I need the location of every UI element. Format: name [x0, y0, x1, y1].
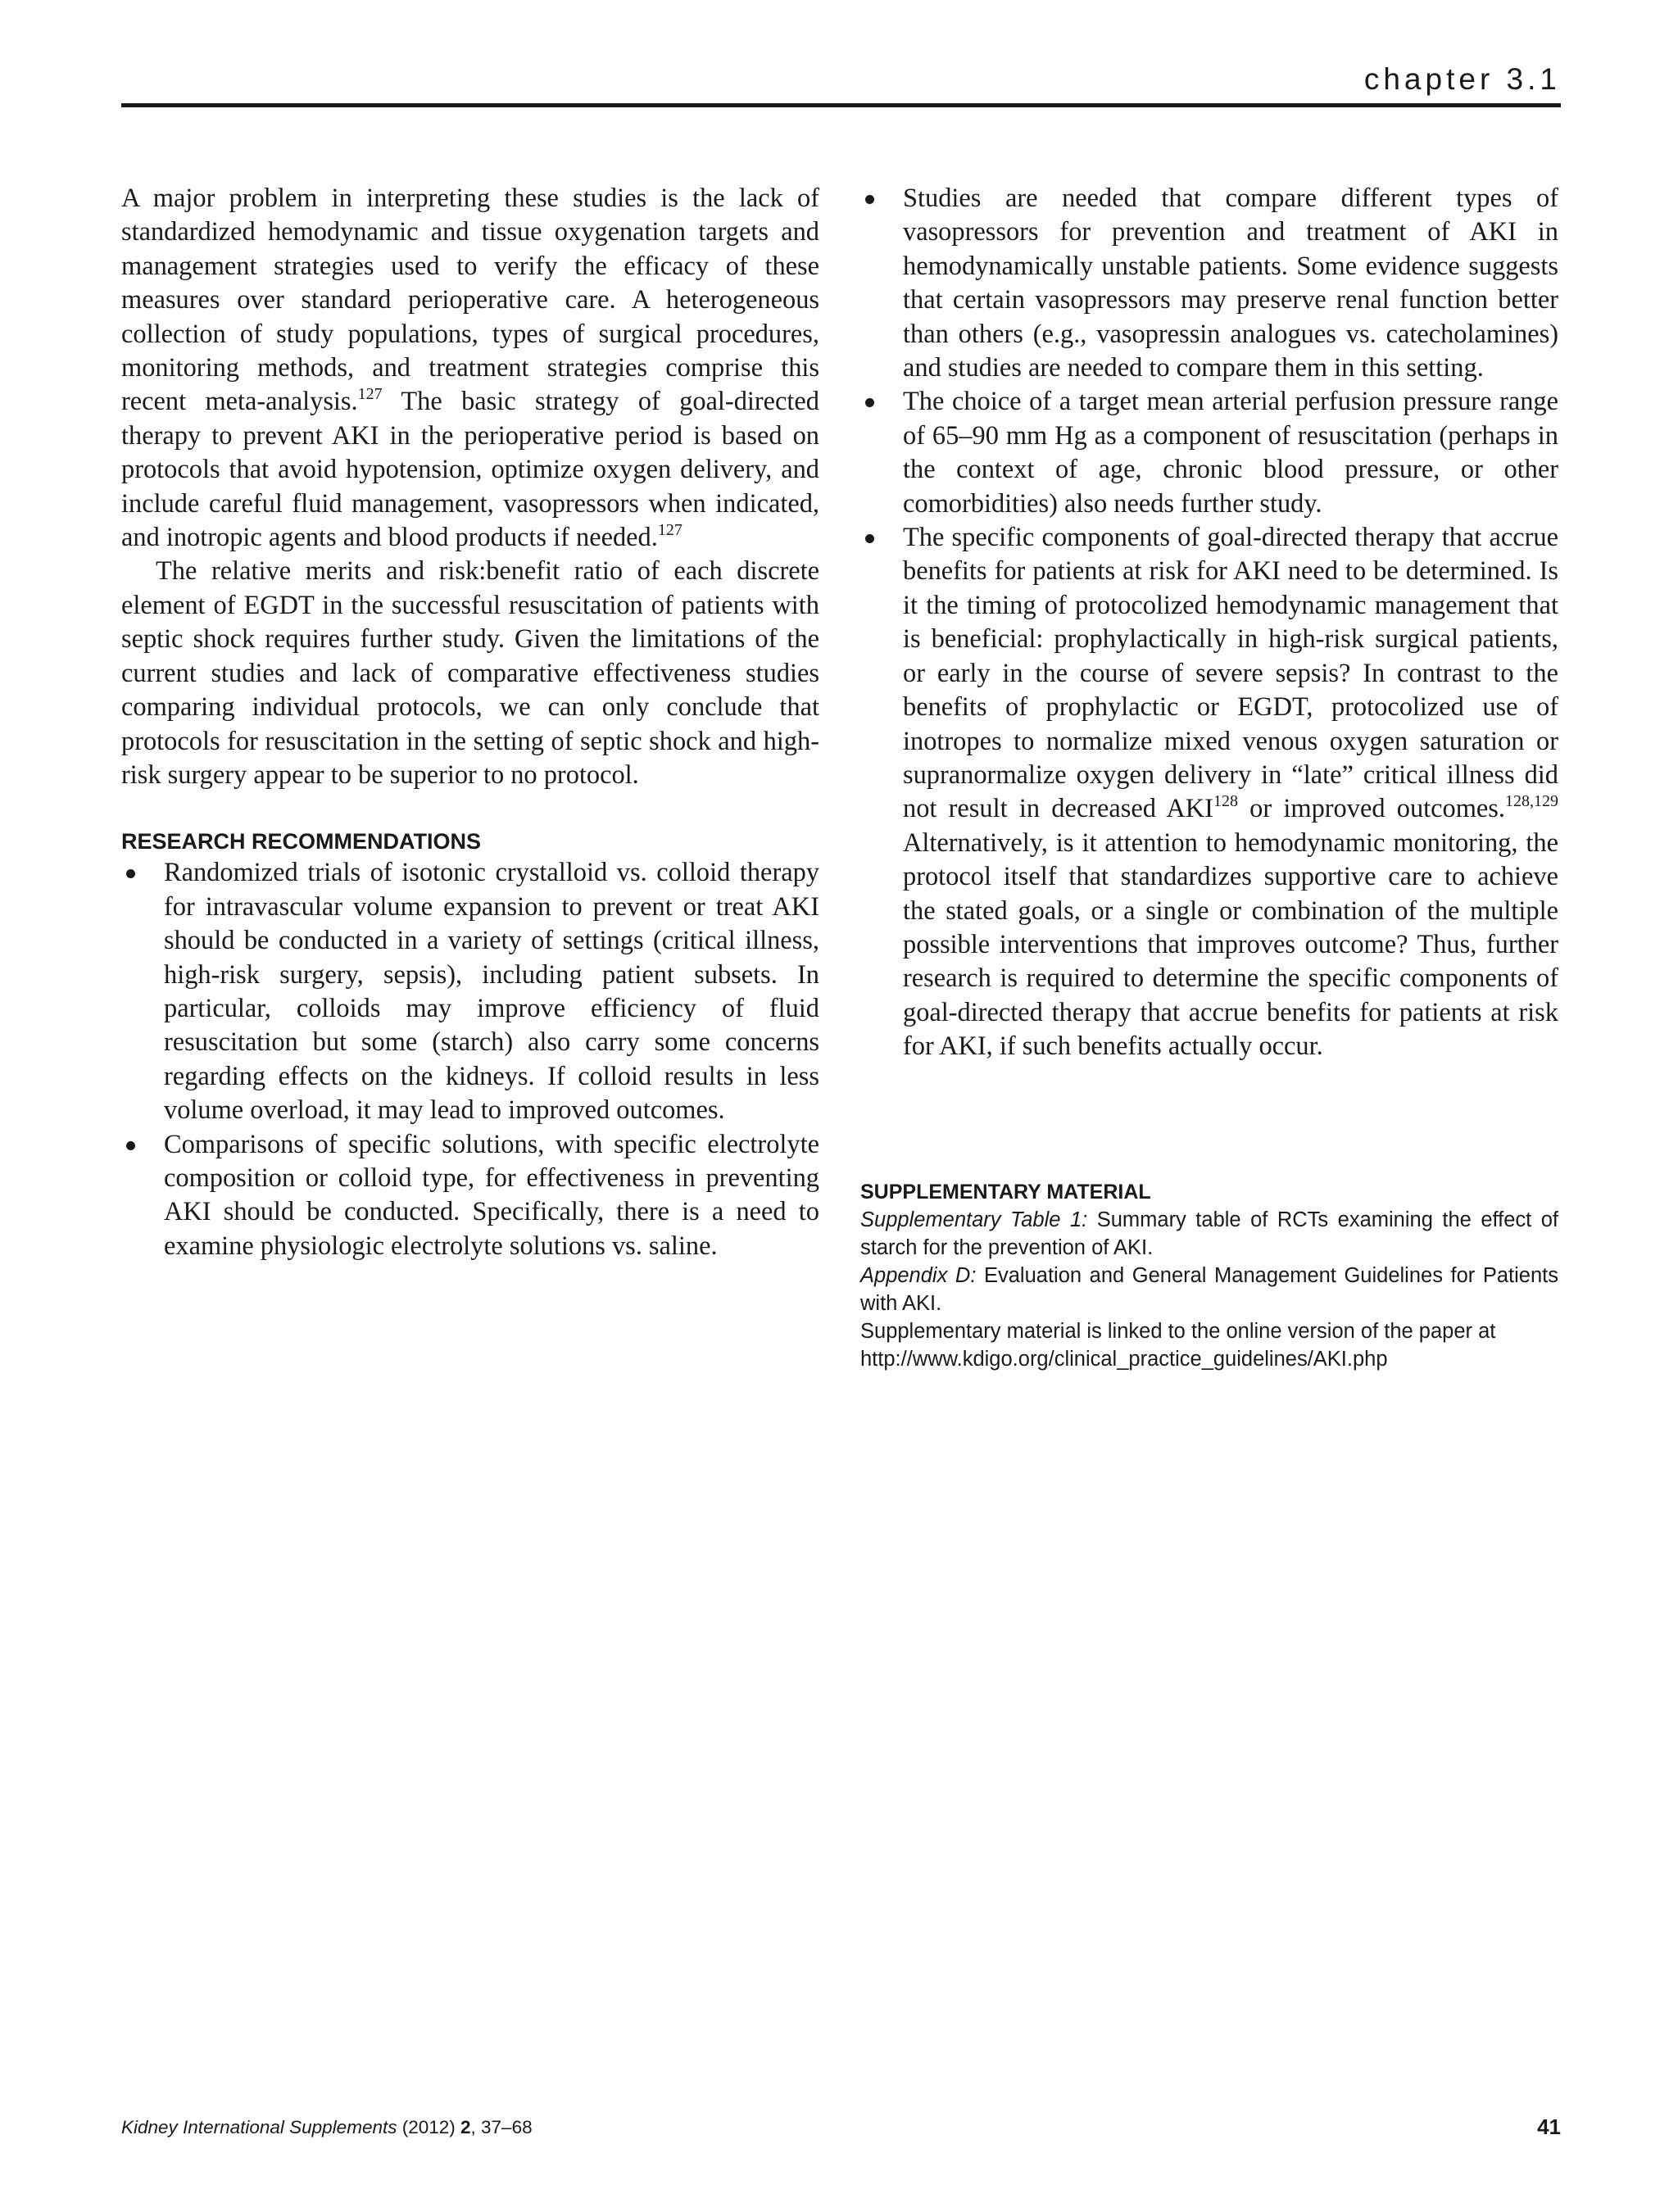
list-item-text: The choice of a target mean arterial perfusion pressure range of 65–90 mm Hg as a component of resuscitation (perhaps in the context of age, chronic blood pressure, or other comorbidities) also needs further study. [903, 387, 1558, 519]
list-item-text: Alternatively, is it attention to hemodynamic monitoring, the protocol itself that standardizes supportive care to achieve the stated goals, or a single or combination of the multiple possible interventions that improves outcome? Thus, further research is required to determine the specific components of goal-directed therapy that accrue benefits for patients at risk for AKI, if such benefits actually occur. [903, 827, 1558, 1062]
journal-pages: , 37–68 [470, 2117, 533, 2137]
reference-superscript: 128,129 [1505, 792, 1558, 811]
list-item [860, 385, 1558, 521]
appendix-entry [860, 1262, 1558, 1317]
page-footer [121, 2117, 1561, 2145]
list-item-text: Studies are needed that compare different types of vasopressors for prevention and treatment of AKI in hemodynamically unstable patients. Some evidence suggests that certain vasopressors may preserve renal function better than others (e.g., vasopressin analogues vs. catecholamines) and studies are needed to compare them in this setting. [903, 184, 1558, 383]
list-item-text: The specific components of goal-directed therapy that accrue benefits for patients at risk for AKI need to be determined. Is it the timing of protocolized hemodynamic management that is beneficial: prophylactically in high-risk surgical patients, or early in the course of severe sepsis? In contrast to the benefits of prophylactic or EGDT, protocolized use of inotropes to normalize mixed venous oxygen saturation or supranormalize oxygen delivery in “late” critical illness did not result in decreased AKI [903, 523, 1558, 824]
supplementary-note: Supplementary material is linked to the online version of the paper at [860, 1320, 1496, 1343]
page-number: 41 [1537, 2115, 1561, 2139]
bullet-icon [865, 534, 874, 543]
list-item [860, 521, 1558, 1064]
chapter-label: chapter 3.1 [1363, 62, 1561, 96]
entry-text: Summary table of RCTs examining the effect of starch for the prevention of AKI. [860, 1208, 1558, 1259]
paragraph-text: A major problem in interpreting these studies is the lack of standardized hemodynamic and tissue oxygenation targets and management strategies used to verify the efficacy of these measures over standard perioperative care. A heterogeneous collection of study populations, types of surgical procedures, monitoring methods, and treatment strategies comprise this recent meta-analysis. [121, 184, 819, 417]
body-paragraph-2: The relative merits and risk:benefit ratio of each discrete element of EGDT in the successful resuscitation of patients with septic shock requires further study. Given the limitations of the current studies and lack of comparative effectiveness studies comparing individual protocols, we can only conclude that protocols for resuscitation in the setting of septic shock and high-risk surgery appear to be superior to no protocol. [121, 556, 819, 790]
running-header [121, 62, 1561, 107]
supplementary-heading: SUPPLEMENTARY MATERIAL [860, 1181, 1151, 1203]
supplementary-table-entry [860, 1206, 1558, 1262]
list-item [121, 856, 819, 1127]
bullet-icon [865, 195, 874, 204]
body-paragraph-1 [121, 182, 819, 555]
journal-year: (2012) [397, 2117, 461, 2137]
bullet-icon [865, 398, 874, 407]
list-item-text: Randomized trials of isotonic crystalloid vs. colloid therapy for intravascular volume expansion to prevent or treat AKI should be conducted in a variety of settings (critical illness, high-risk surgery, sepsis), including patient subsets. In particular, colloids may improve efficiency of fluid resuscitation but some (starch) also carry some concerns regarding effects on the kidneys. If colloid results in less volume overload, it may lead to improved outcomes. [164, 858, 819, 1126]
supplementary-material [860, 1178, 1558, 1373]
supplementary-url-link[interactable]: http://www.kdigo.org/clinical_practice_guidelines/AKI.php [860, 1348, 1388, 1371]
reference-superscript: 127 [657, 521, 683, 540]
right-column [860, 182, 1558, 1064]
entry-label: Appendix D: [860, 1264, 977, 1287]
journal-volume: 2 [460, 2117, 471, 2137]
entry-text: Evaluation and General Management Guidelines for Patients with AKI. [860, 1264, 1558, 1315]
reference-superscript: 128 [1213, 792, 1238, 811]
list-item [121, 1128, 819, 1264]
bullet-icon [126, 1141, 135, 1150]
journal-citation [121, 2117, 533, 2138]
reference-superscript: 127 [357, 385, 383, 404]
list-item [860, 182, 1558, 385]
research-recommendations-list-continued [860, 182, 1558, 1064]
left-column [121, 182, 819, 1263]
research-recommendations-heading: RESEARCH RECOMMENDATIONS [121, 829, 482, 854]
journal-name: Kidney International Supplements [121, 2117, 397, 2137]
list-item-text: or improved outcomes. [1237, 794, 1505, 824]
paragraph-text: The basic strategy of goal-directed therapy to prevent AKI in the perioperative period is based on protocols that avoid hypotension, optimize oxygen delivery, and include careful fluid management, vasopressors when indicated, and inotropic agents and blood products if needed. [121, 387, 819, 553]
research-recommendations-list [121, 856, 819, 1263]
bullet-icon [126, 869, 135, 878]
list-item-text: Comparisons of specific solutions, with specific electrolyte composition or colloid type, for effectiveness in preventing AKI should be conducted. Specifically, there is a need to examine physiologic electrolyte solutions vs. saline. [164, 1129, 819, 1261]
entry-label: Supplementary Table 1: [860, 1208, 1088, 1231]
